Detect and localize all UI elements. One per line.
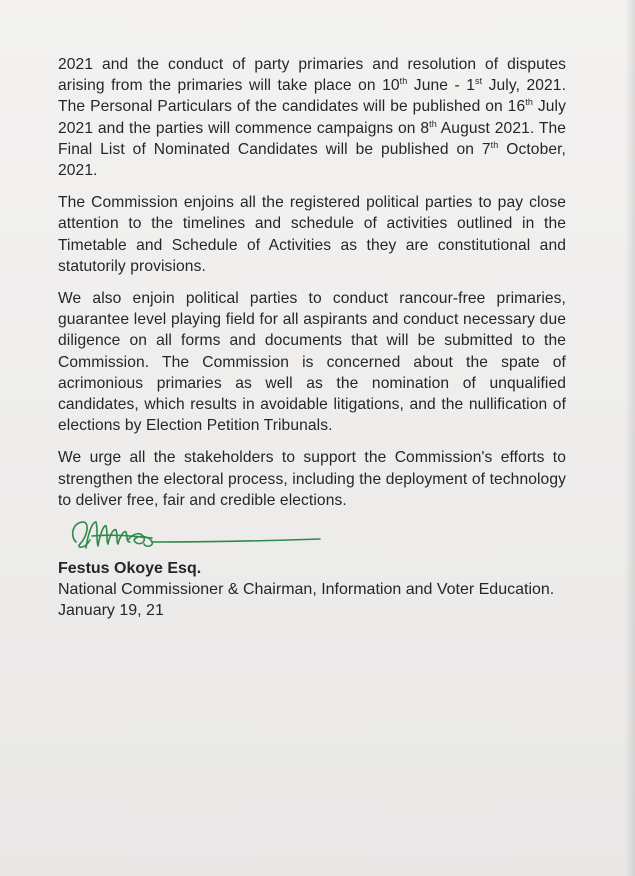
signature: [58, 514, 566, 558]
paragraph-due-diligence: We also enjoin political parties to conduct rancour-free primaries, guarantee level playing field for all aspirants and conduct necessary due diligence on all forms and documents that will be submitted to the Commission. The Commission is concerned about the spate of acrimonious primaries as well as the nomination of unqualified candidates, which results in avoidable litigations, and the nullification of elections by Election Petition Tribunals.: [58, 290, 566, 435]
paragraph-text: August 2021. The Final List of Nominated Candidates will be published on 7: [58, 119, 566, 158]
paragraph-text: 2021 and the conduct of party primaries and resolution of disputes arising from the primaries will take place on 10: [58, 56, 566, 95]
ordinal-suffix: st: [474, 76, 483, 87]
ordinal-suffix: th: [490, 139, 499, 150]
paragraph-text: July, 2021. The Personal Particulars of the candidates will be published on 16: [58, 77, 567, 116]
signatory-title: National Commissioner & Chairman, Information and Voter Education.: [58, 581, 555, 599]
signatory-name: Festus Okoye Esq.: [58, 560, 202, 578]
ordinal-suffix: th: [429, 118, 437, 129]
paragraph-stakeholders: We urge all the stakeholders to support the Commission's efforts to strengthen the electoral process, including the deployment of technology to deliver free, fair and credible elections.: [58, 449, 566, 509]
paragraph-timeline: [58, 54, 566, 181]
paragraph-enjoin-parties: The Commission enjoins all the registered political parties to pay close attention to the timelines and schedule of activities outlined in the Timetable and Schedule of Activities as they are constitutional and statutorily provisions.: [58, 194, 566, 275]
paragraph-text: June - 1: [407, 77, 475, 95]
letter-date: January 19, 21: [58, 602, 164, 620]
ordinal-suffix: th: [525, 97, 533, 108]
paragraph-text: October, 2021.: [58, 140, 566, 180]
handwritten-signature-icon: [62, 514, 332, 558]
paragraph-text: July 2021 and the parties will commence campaigns on 8: [58, 98, 566, 137]
letter-body: [58, 54, 566, 621]
ordinal-suffix: th: [399, 76, 408, 87]
